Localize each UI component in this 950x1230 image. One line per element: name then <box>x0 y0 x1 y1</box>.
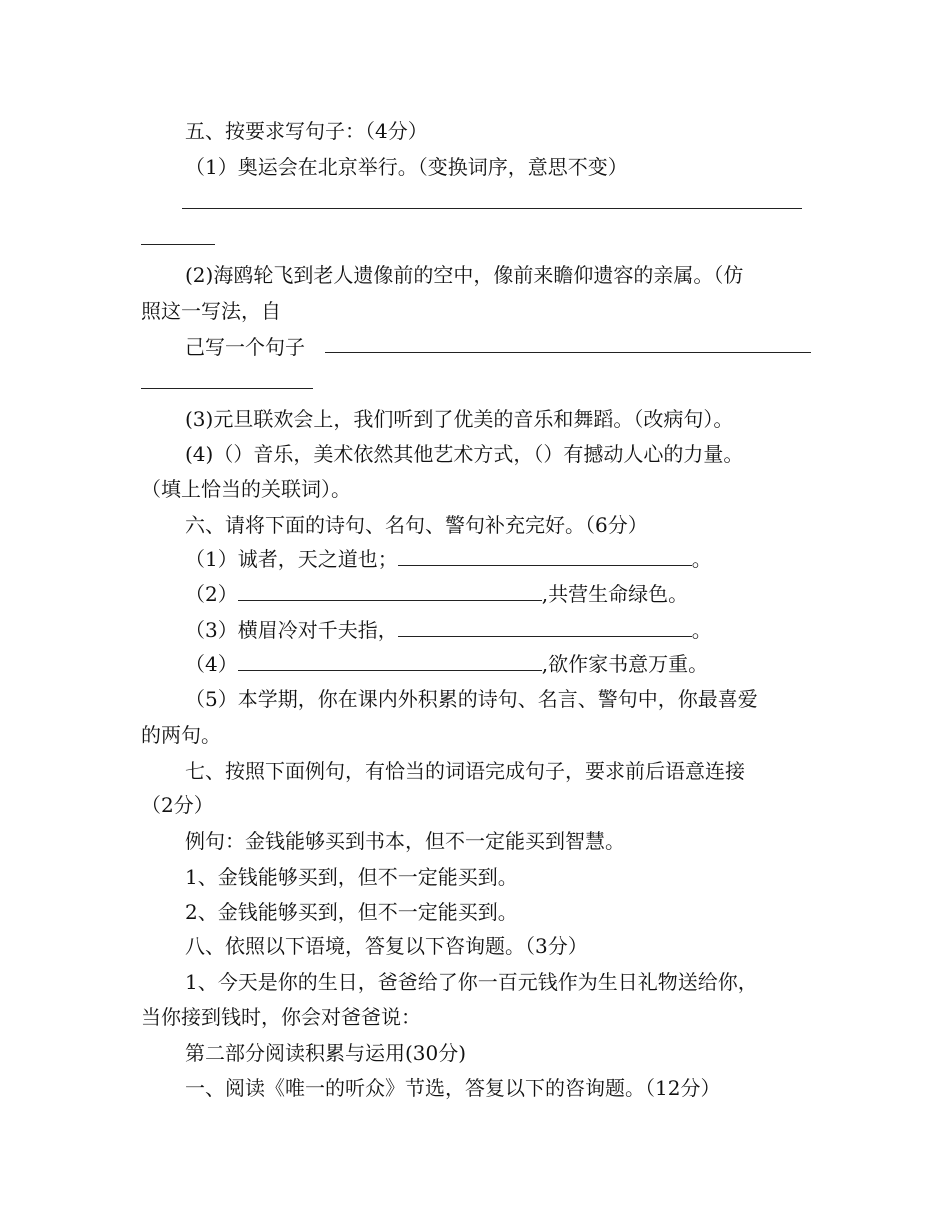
s6-item-2 <box>185 581 688 607</box>
s5-question-2-cont2: 己写一个句子 <box>185 335 305 359</box>
fill-blank[interactable] <box>398 618 692 637</box>
s6-item-3-text: （3）横眉冷对千夫指， <box>185 618 398 642</box>
answer-line <box>325 352 811 353</box>
s5-question-2-cont: 照这一写法，自 <box>141 299 281 323</box>
s5-question-2: (2)海鸥轮飞到老人遗像前的空中，像前来瞻仰遗容的亲属。（仿 <box>185 263 744 287</box>
s6-item-4 <box>185 651 708 677</box>
s6-item-5-cont: 的两句。 <box>141 723 221 747</box>
s6-item-4-end: ,欲作家书意万重。 <box>541 652 709 676</box>
fill-blank[interactable] <box>238 652 542 671</box>
answer-line <box>182 208 802 209</box>
s6-item-2-text: （2） <box>185 582 238 606</box>
section-6-heading: 六、请将下面的诗句、名句、警句补充完好。（6分） <box>185 513 648 537</box>
s6-item-1-end: 。 <box>691 547 712 571</box>
fill-blank[interactable] <box>398 547 692 566</box>
s5-question-1: （1）奥运会在北京举行。（变换词序，意思不变） <box>185 155 628 179</box>
s6-item-3-end: 。 <box>691 618 712 642</box>
s8-question-1-cont: 当你接到钱时，你会对爸爸说： <box>141 1005 421 1029</box>
answer-line <box>141 244 215 245</box>
s7-item-2: 2、金钱能够买到，但不一定能买到。 <box>185 900 518 924</box>
s6-item-5: （5）本学期，你在课内外积累的诗句、名言、警句中，你最喜爱 <box>185 687 758 711</box>
answer-line <box>141 388 313 389</box>
s6-item-2-end: ,共营生命绿色。 <box>541 582 689 606</box>
s8-question-1: 1、今天是你的生日，爸爸给了你一百元钱作为生日礼物送给你， <box>185 970 758 994</box>
fill-blank[interactable] <box>238 582 542 601</box>
s6-item-1-text: （1）诚者，天之道也； <box>185 547 398 571</box>
s6-item-3 <box>185 617 712 643</box>
s7-example: 例句：金钱能够买到书本，但不一定能买到智慧。 <box>185 829 625 853</box>
s5-question-3: (3)元旦联欢会上，我们听到了优美的音乐和舞蹈。（改病句）。 <box>185 407 734 431</box>
section-8-heading: 八、依照以下语境，答复以下咨询题。（3分） <box>185 934 588 958</box>
s5-question-4: (4)（）音乐，美术依然其他艺术方式，（）有撼动人心的力量。 <box>185 442 744 466</box>
s7-item-1: 1、金钱能够买到，但不一定能买到。 <box>185 865 518 889</box>
part-2-heading: 第二部分阅读积累与运用(30分) <box>185 1041 467 1065</box>
section-5-heading: 五、按要求写句子：（4分） <box>185 119 428 143</box>
section-7-heading-cont: （2分） <box>141 793 214 817</box>
s5-question-4-cont: （填上恰当的关联词）。 <box>141 477 351 501</box>
s6-item-1 <box>185 546 712 572</box>
section-7-heading: 七、按照下面例句，有恰当的词语完成句子，要求前后语意连接 <box>185 759 745 783</box>
s6-item-4-text: （4） <box>185 652 238 676</box>
part-2-question-1: 一、阅读《唯一的听众》节选，答复以下的咨询题。（12分） <box>185 1076 721 1100</box>
